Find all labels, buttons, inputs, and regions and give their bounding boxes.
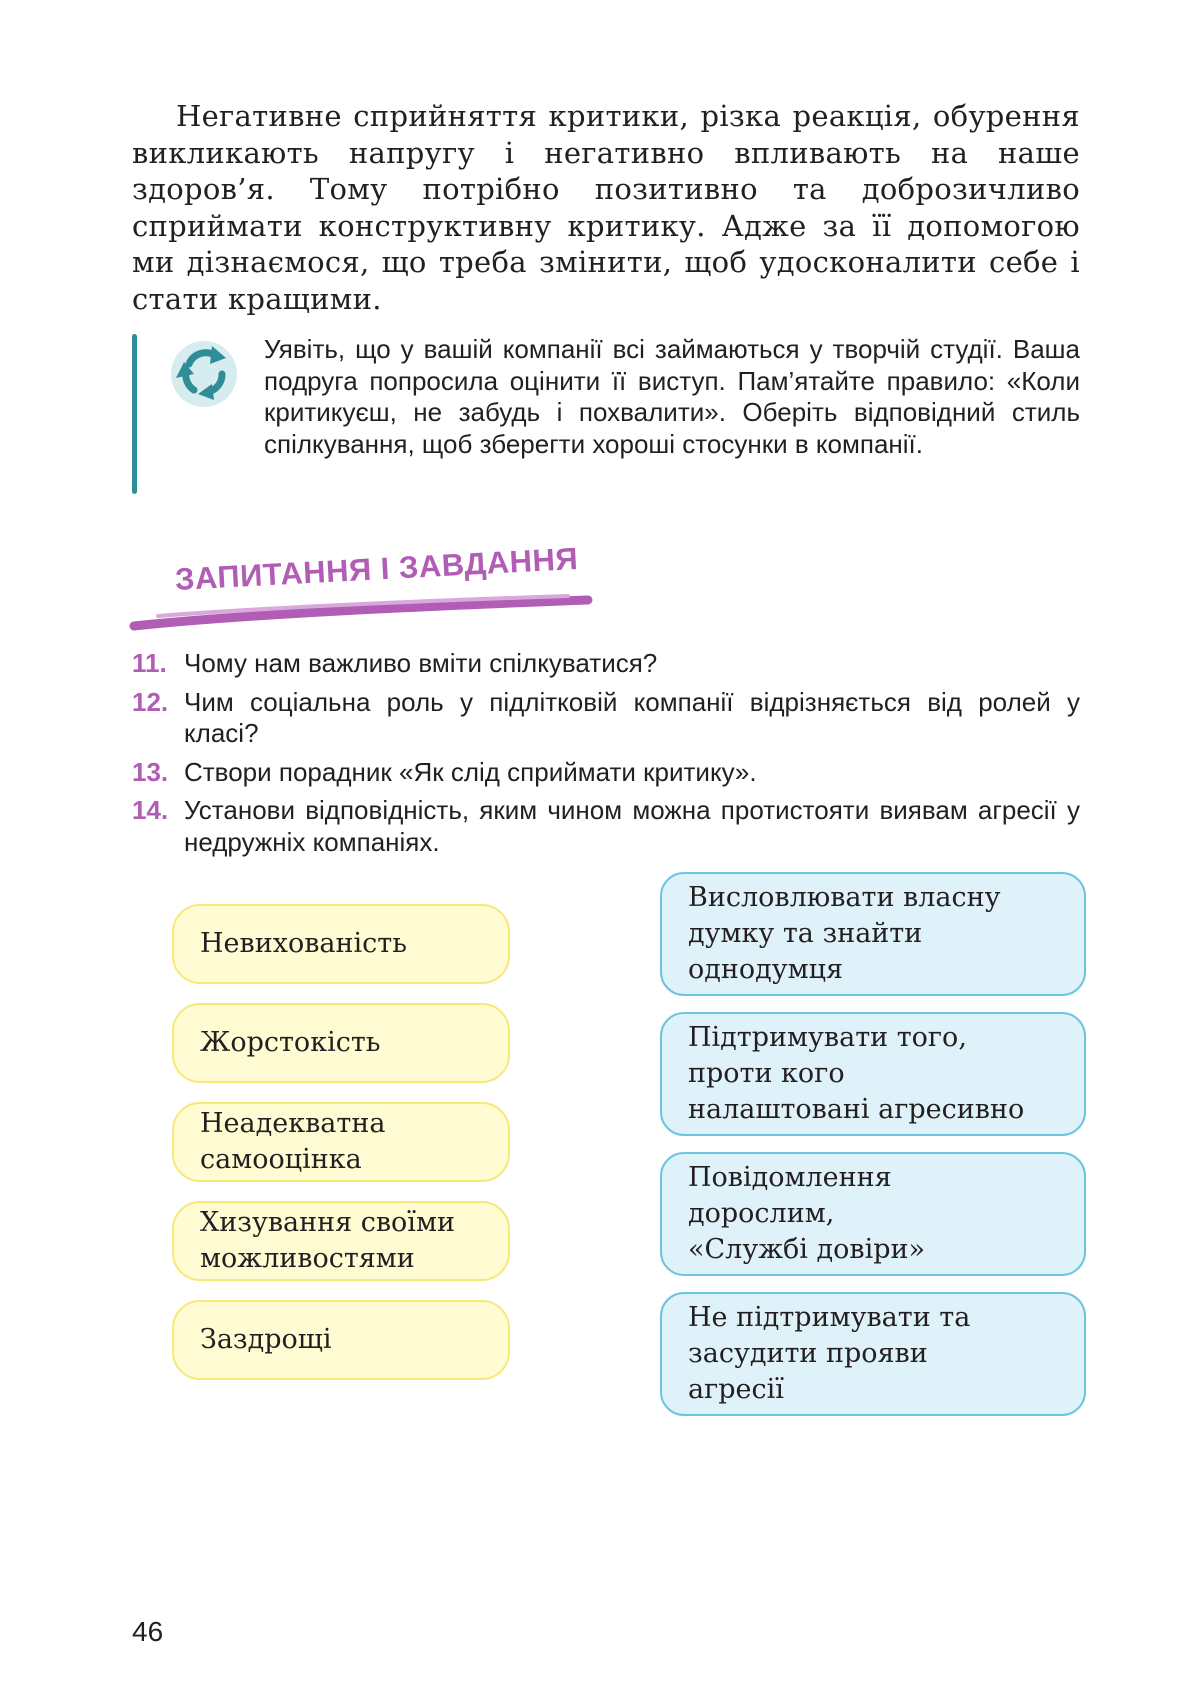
problem-card-text: Хизування своїми можливостями: [200, 1207, 455, 1274]
problem-card: [172, 1300, 510, 1380]
activity-block: [132, 334, 1080, 494]
section-heading-text: ЗАПИТАННЯ І ЗАВДАННЯ: [174, 540, 579, 598]
questions-list: [132, 648, 1080, 865]
question-item: [132, 648, 1080, 680]
question-number: 12.: [132, 686, 169, 717]
question-text: Установи відповідність, яким чином можна протистояти виявам агресії у недружніх компаніях.: [184, 795, 1080, 857]
activity-text: Уявіть, що у вашій компанії всі займаються у творчій студії. Ваша подруга попросила оцінити її виступ. Пам’ятайте правило: «Коли критикуєш, не забудь і похвалити». Оберіть відповідний стиль спілкування, щоб зберегти хороші стосунки в компанії.: [264, 334, 1080, 459]
response-card: [660, 1292, 1086, 1416]
problem-card: [172, 1102, 510, 1182]
problem-card-text: Жорстокість: [200, 1027, 381, 1058]
response-card: [660, 1012, 1086, 1136]
problem-card-text: Заздрощі: [200, 1324, 332, 1355]
question-text: Чим соціальна роль у підлітковій компанії відрізняється від ролей у класі?: [184, 686, 1080, 748]
intro-paragraph: Негативне сприйняття критики, різка реакція, обурення викликають напругу і негативно впливають на наше здоров’я. Тому потрібно позитивно та доброзичливо сприймати конструктивну критику. Адже за її допомогою ми дізнаємося, що треба змінити, щоб удосконалити себе і стати кращими.: [132, 99, 1080, 316]
problem-card-text: Невихованість: [200, 928, 407, 959]
activity-accent-bar: [132, 334, 137, 494]
question-number: 13.: [132, 756, 169, 787]
response-card: [660, 1152, 1086, 1276]
question-text: Створи порадник «Як слід сприймати критику».: [184, 756, 757, 787]
question-text: Чому нам важливо вміти спілкуватися?: [184, 648, 658, 678]
question-item: [132, 757, 1080, 789]
page-number: 46: [132, 1616, 164, 1647]
problem-card-text: Неадекватна самооцінка: [200, 1108, 386, 1175]
question-number: 11.: [132, 648, 167, 678]
response-card-text: Повідомлення дорослим, «Службі довіри»: [688, 1162, 926, 1265]
response-card: [660, 872, 1086, 996]
question-item: [132, 687, 1080, 750]
response-card-text: Підтримувати того, проти кого налаштовані агресивно: [688, 1022, 1025, 1125]
problem-card: [172, 1003, 510, 1083]
problem-card: [172, 1201, 510, 1281]
section-heading: [128, 540, 598, 638]
response-card-text: Не підтримувати та засудити прояви агресії: [688, 1302, 971, 1405]
question-item: [132, 795, 1080, 858]
problem-card: [172, 904, 510, 984]
recycle-arrows-icon: [164, 334, 244, 414]
question-number: 14.: [132, 795, 169, 825]
response-card-text: Висловлювати власну думку та знайти однодумця: [688, 882, 1001, 985]
